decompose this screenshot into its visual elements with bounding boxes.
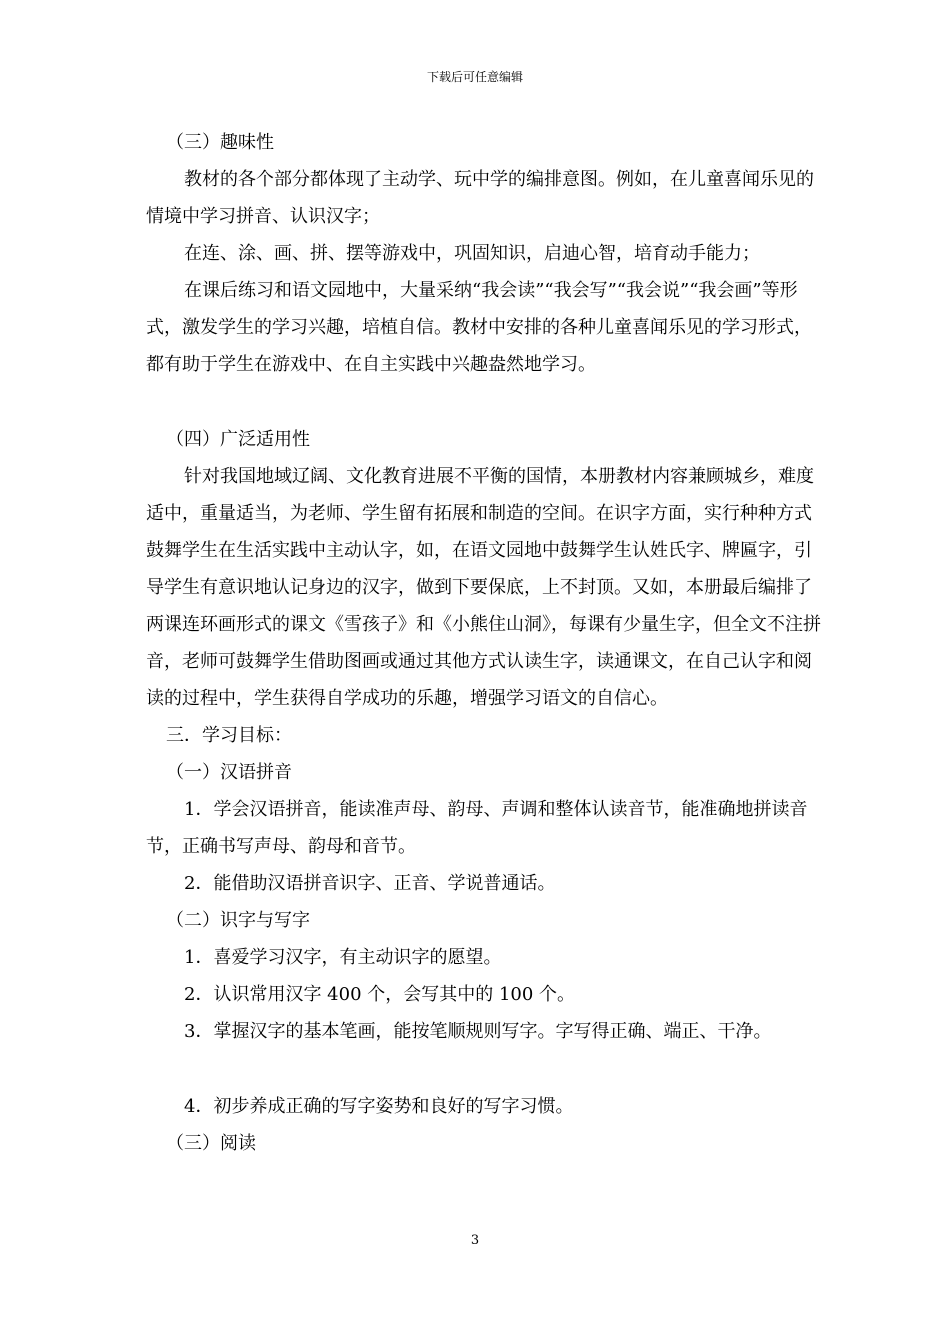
subsection-title-pinyin: （一）汉语拼音 <box>166 762 292 783</box>
section-title-goals: 三．学习目标： <box>166 725 292 746</box>
spacer <box>146 1050 826 1088</box>
paragraph: 针对我国地域辽阔、文化教育进展不平衡的国情，本册教材内容兼顾城乡，难度适中，重量适当，为老师、学生留有拓展和制造的空间。在识字方面，实行种种方式鼓舞学生在生活实践中主动认字，如，在语文园地中鼓舞学生认姓氏字、牌匾字，引导学生有意识地认记身边的汉字，做到下要保底，上不封顶。又如，本册最后编排了两课连环画形式的课文《雪孩子》和《小熊住山洞》，每课有少量生字，但全文不注拼音，老师可鼓舞学生借助图画或通过其他方式认读生字，读通课文，在自己认字和阅读的过程中，学生获得自学成功的乐趣，增强学习语文的自信心。 <box>146 466 821 709</box>
page-header: 下载后可任意编辑 <box>426 70 523 84</box>
list-item: 2．认识常用汉字 400 个，会写其中的 100 个。 <box>184 984 576 1005</box>
list-item: 1．学会汉语拼音，能读准声母、韵母、声调和整体认读音节，能准确地拼读音节，正确书写声母、韵母和音节。 <box>146 799 808 857</box>
list-item: 2．能借助汉语拼音识字、正音、学说普通话。 <box>184 873 556 894</box>
paragraph: 在连、涂、画、拼、摆等游戏中，巩固知识，启迪心智，培育动手能力； <box>184 243 760 264</box>
page-content <box>146 124 826 1162</box>
list-item: 1．喜爱学习汉字，有主动识字的愿望。 <box>184 947 502 968</box>
subsection-title-writing: （二）识字与写字 <box>166 910 310 931</box>
subsection-title-reading: （三）阅读 <box>166 1133 256 1154</box>
spacer <box>146 383 826 421</box>
paragraph: 在课后练习和语文园地中，大量采纳“我会读”“我会写”“我会说”“我会画”等形式，激发学生的学习兴趣，培植自信。教材中安排的各种儿童喜闻乐见的学习形式，都有助于学生在游戏中、在自主实践中兴趣盎然地学习。 <box>146 280 812 375</box>
page-number: 3 <box>470 1233 480 1248</box>
section-title-applicability: （四）广泛适用性 <box>166 429 310 450</box>
paragraph: 教材的各个部分都体现了主动学、玩中学的编排意图。例如，在儿童喜闻乐见的情境中学习拼音、认识汉字； <box>146 169 814 227</box>
section-title-interest: （三）趣味性 <box>166 132 274 153</box>
list-item: 4．初步养成正确的写字姿势和良好的写字习惯。 <box>184 1096 574 1117</box>
list-item: 3．掌握汉字的基本笔画，能按笔顺规则写字。字写得正确、端正、干净。 <box>184 1021 772 1042</box>
